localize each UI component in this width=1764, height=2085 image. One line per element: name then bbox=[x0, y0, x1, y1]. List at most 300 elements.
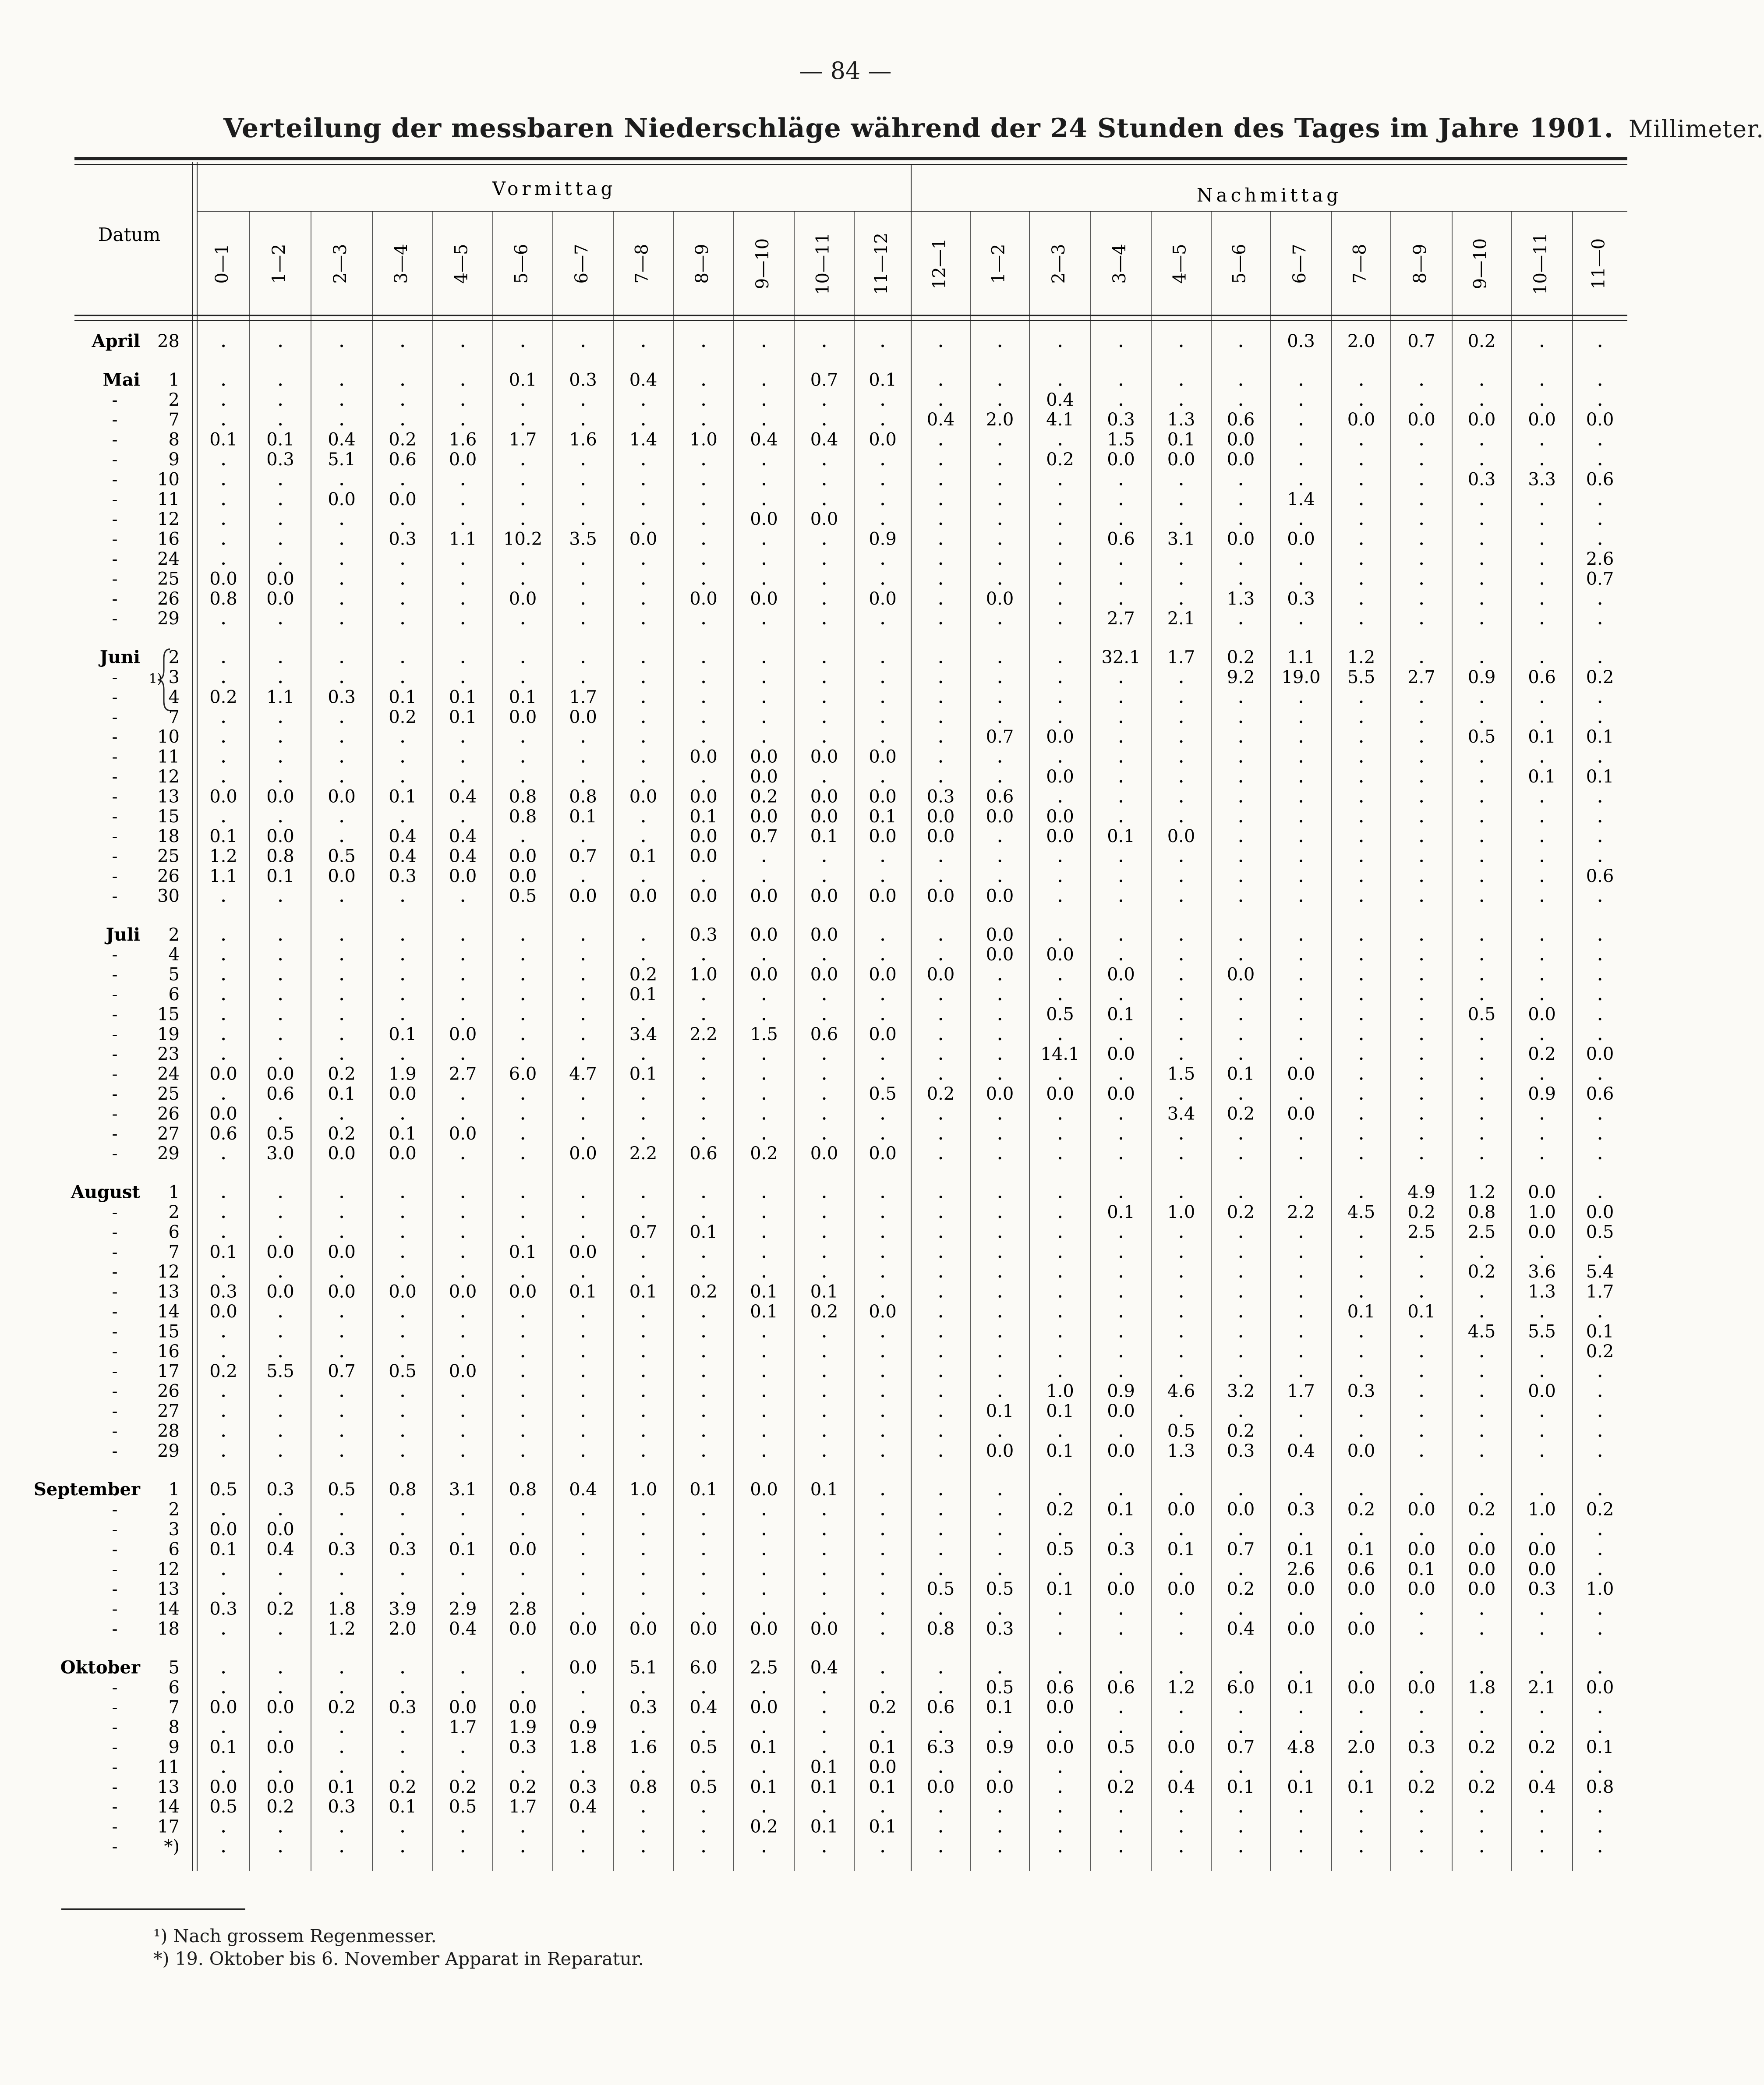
cell-value: . bbox=[1538, 1140, 1545, 1165]
cell-value: . bbox=[1358, 764, 1365, 787]
cell-value: . bbox=[1538, 1694, 1545, 1718]
cell-value: . bbox=[580, 1398, 587, 1422]
cell-value: 0.0 bbox=[569, 707, 597, 727]
cell-value: . bbox=[640, 743, 647, 768]
cell-value: . bbox=[338, 1654, 345, 1678]
cell-value: . bbox=[1478, 1061, 1485, 1085]
cell-value: . bbox=[997, 863, 1003, 887]
cell-value: . bbox=[220, 942, 227, 966]
cell-value: 0.6 bbox=[1347, 1559, 1375, 1579]
cell-value: . bbox=[937, 585, 944, 609]
cell-value: . bbox=[1178, 1219, 1184, 1243]
cell-value: . bbox=[1237, 506, 1244, 530]
day-label: 15 bbox=[157, 1321, 180, 1342]
cell-value: . bbox=[277, 1041, 284, 1065]
ditto-mark: - bbox=[112, 687, 118, 707]
cell-value: . bbox=[580, 1120, 587, 1144]
cell-value: . bbox=[700, 1239, 707, 1263]
cell-value: . bbox=[580, 1299, 587, 1322]
cell-value: . bbox=[700, 942, 707, 966]
cell-value: . bbox=[1057, 1358, 1064, 1382]
ditto-mark: - bbox=[112, 1540, 118, 1559]
cell-value: . bbox=[399, 1378, 406, 1402]
cell-value: 32.1 bbox=[1101, 647, 1141, 668]
cell-value: . bbox=[1178, 1794, 1184, 1818]
cell-value: . bbox=[937, 486, 944, 510]
cell-value: . bbox=[1358, 961, 1365, 985]
day-label: 6 bbox=[168, 984, 180, 1005]
cell-value: . bbox=[821, 1437, 827, 1462]
day-label: 11 bbox=[157, 1757, 180, 1777]
cell-value: . bbox=[640, 823, 647, 847]
cell-value: 0.2 bbox=[1227, 1202, 1255, 1222]
cell-value: . bbox=[937, 921, 944, 945]
cell-value: . bbox=[760, 466, 767, 490]
cell-value: . bbox=[1358, 506, 1365, 530]
cell-value: . bbox=[338, 1813, 345, 1837]
cell-value: . bbox=[760, 1536, 767, 1560]
cell-value: . bbox=[700, 684, 707, 708]
cell-value: . bbox=[1538, 921, 1545, 945]
cell-value: . bbox=[220, 664, 227, 688]
cell-value: . bbox=[1597, 803, 1603, 827]
cell-value: 0.2 bbox=[1586, 1341, 1614, 1362]
cell-value: . bbox=[1478, 1714, 1485, 1738]
ditto-mark: - bbox=[112, 1084, 118, 1104]
cell-value: 0.0 bbox=[1107, 450, 1135, 470]
cell-value: . bbox=[220, 526, 227, 550]
cell-value: 0.0 bbox=[810, 886, 838, 906]
cell-value: 0.2 bbox=[1407, 1202, 1435, 1222]
cell-value: 4.5 bbox=[1347, 1202, 1375, 1222]
cell-value: 0.5 bbox=[869, 1084, 897, 1104]
cell-value: . bbox=[580, 664, 587, 688]
cell-value: . bbox=[399, 1299, 406, 1322]
cell-value: . bbox=[879, 1398, 886, 1422]
cell-value: . bbox=[277, 981, 284, 1005]
cell-value: 2.7 bbox=[1407, 667, 1435, 687]
cell-value: . bbox=[997, 1813, 1003, 1837]
day-label: 24 bbox=[157, 549, 180, 569]
hour-header: 4—5 bbox=[1170, 244, 1190, 284]
cell-value: 0.1 bbox=[509, 1242, 537, 1262]
cell-value: . bbox=[520, 664, 526, 688]
cell-value: . bbox=[821, 1674, 827, 1698]
cell-value: . bbox=[700, 1318, 707, 1342]
cell-value: . bbox=[1178, 724, 1184, 748]
cell-value: . bbox=[640, 1714, 647, 1738]
cell-value: . bbox=[580, 1001, 587, 1025]
day-label: 8 bbox=[168, 1717, 180, 1738]
cell-value: . bbox=[460, 664, 466, 688]
cell-value: . bbox=[399, 664, 406, 688]
cell-value: . bbox=[520, 1120, 526, 1144]
cell-value: . bbox=[520, 1199, 526, 1223]
cell-value: . bbox=[1057, 961, 1064, 985]
cell-value: . bbox=[460, 407, 466, 431]
ditto-mark: - bbox=[112, 886, 118, 906]
cell-value: . bbox=[937, 1278, 944, 1303]
cell-value: . bbox=[937, 704, 944, 728]
cell-value: . bbox=[1538, 863, 1545, 887]
cell-value: . bbox=[1597, 743, 1603, 768]
cell-value: . bbox=[338, 1338, 345, 1362]
cell-value: . bbox=[640, 1378, 647, 1402]
cell-value: 0.0 bbox=[750, 588, 778, 609]
cell-value: . bbox=[1117, 1338, 1124, 1362]
cell-value: 0.5 bbox=[1467, 727, 1496, 747]
cell-value: 0.1 bbox=[266, 866, 294, 886]
cell-value: . bbox=[997, 1556, 1003, 1580]
month-label: Oktober bbox=[60, 1657, 140, 1678]
cell-value: . bbox=[760, 1061, 767, 1085]
cell-value: . bbox=[1418, 466, 1425, 490]
cell-value: . bbox=[580, 1834, 587, 1857]
cell-value: . bbox=[879, 1278, 886, 1303]
cell-value: . bbox=[1237, 1219, 1244, 1243]
cell-value: 1.8 bbox=[328, 1599, 356, 1619]
day-label: 3 bbox=[168, 667, 180, 687]
cell-value: . bbox=[937, 1001, 944, 1025]
cell-value: . bbox=[937, 981, 944, 1005]
cell-value: . bbox=[1538, 843, 1545, 867]
cell-value: . bbox=[760, 605, 767, 630]
cell-value: . bbox=[1237, 883, 1244, 907]
cell-value: . bbox=[1117, 1259, 1124, 1283]
cell-value: 0.4 bbox=[449, 826, 477, 847]
ditto-mark: - bbox=[112, 1559, 118, 1579]
cell-value: 0.5 bbox=[1046, 1539, 1074, 1560]
cell-value: . bbox=[460, 1813, 466, 1837]
cell-value: . bbox=[1178, 466, 1184, 490]
cell-value: . bbox=[520, 764, 526, 787]
cell-value: . bbox=[1117, 1418, 1124, 1442]
cell-value: 2.7 bbox=[449, 1064, 477, 1084]
cell-value: . bbox=[1597, 1358, 1603, 1382]
cell-value: . bbox=[1117, 783, 1124, 807]
cell-value: . bbox=[277, 664, 284, 688]
cell-value: . bbox=[1117, 1120, 1124, 1144]
day-label: 9 bbox=[168, 1737, 180, 1757]
cell-value: . bbox=[760, 486, 767, 510]
cell-value: . bbox=[1178, 1834, 1184, 1857]
cell-value: . bbox=[997, 1219, 1003, 1243]
cell-value: . bbox=[277, 486, 284, 510]
cell-value: 0.8 bbox=[389, 1480, 417, 1500]
cell-value: . bbox=[338, 1714, 345, 1738]
day-label: 11 bbox=[157, 489, 180, 510]
cell-value: . bbox=[879, 1476, 886, 1501]
cell-value: . bbox=[1057, 644, 1064, 668]
cell-value: . bbox=[879, 1834, 886, 1857]
cell-value: 10.2 bbox=[503, 529, 543, 549]
cell-value: . bbox=[1297, 823, 1304, 847]
cell-value: . bbox=[1237, 1516, 1244, 1540]
cell-value: . bbox=[1297, 1476, 1304, 1501]
cell-value: . bbox=[338, 764, 345, 787]
cell-value: . bbox=[1478, 1101, 1485, 1125]
cell-value: 0.2 bbox=[1467, 1737, 1496, 1757]
cell-value: . bbox=[937, 546, 944, 570]
cell-value: . bbox=[277, 1299, 284, 1322]
cell-value: . bbox=[760, 1239, 767, 1263]
cell-value: . bbox=[399, 1576, 406, 1600]
cell-value: . bbox=[1178, 1654, 1184, 1678]
cell-value: . bbox=[220, 961, 227, 985]
cell-value: . bbox=[997, 704, 1003, 728]
cell-value: . bbox=[821, 1596, 827, 1620]
cell-value: . bbox=[1418, 1654, 1425, 1678]
cell-value: . bbox=[760, 328, 767, 352]
cell-value: 0.0 bbox=[509, 846, 537, 867]
cell-value: . bbox=[1057, 1794, 1064, 1818]
cell-value: . bbox=[1538, 1516, 1545, 1540]
cell-value: 1.0 bbox=[1528, 1202, 1556, 1222]
cell-value: . bbox=[1297, 783, 1304, 807]
cell-value: 5.1 bbox=[328, 450, 356, 470]
cell-value: 0.0 bbox=[1528, 1381, 1556, 1402]
cell-value: . bbox=[760, 1714, 767, 1738]
cell-value: . bbox=[520, 961, 526, 985]
cell-value: . bbox=[220, 1259, 227, 1283]
cell-value: . bbox=[1117, 921, 1124, 945]
cell-value: . bbox=[879, 724, 886, 748]
cell-value: . bbox=[821, 1714, 827, 1738]
hour-header: 2—3 bbox=[1049, 244, 1069, 284]
cell-value: 2.5 bbox=[750, 1657, 778, 1678]
cell-value: . bbox=[580, 1318, 587, 1342]
ditto-mark: - bbox=[112, 569, 118, 589]
day-label: 16 bbox=[157, 529, 180, 549]
cell-value: 0.3 bbox=[266, 450, 294, 470]
cell-value: 0.0 bbox=[1046, 945, 1074, 965]
day-label: 15 bbox=[157, 806, 180, 827]
ditto-mark: - bbox=[112, 767, 118, 786]
cell-value: . bbox=[640, 1398, 647, 1422]
cell-value: . bbox=[399, 585, 406, 609]
cell-value: . bbox=[997, 1516, 1003, 1540]
cell-value: 0.0 bbox=[1107, 1441, 1135, 1461]
cell-value: 0.1 bbox=[209, 429, 237, 450]
cell-value: . bbox=[640, 1259, 647, 1283]
cell-value: . bbox=[821, 1001, 827, 1025]
cell-value: . bbox=[1057, 566, 1064, 590]
cell-value: . bbox=[277, 526, 284, 550]
cell-value: . bbox=[1478, 1120, 1485, 1144]
cell-value: . bbox=[1358, 743, 1365, 768]
day-label: 10 bbox=[157, 727, 180, 747]
cell-value: . bbox=[937, 1418, 944, 1442]
cell-value: . bbox=[580, 1516, 587, 1540]
cell-value: 1.6 bbox=[569, 429, 597, 450]
cell-value: . bbox=[1597, 1714, 1603, 1738]
cell-value: . bbox=[1358, 1338, 1365, 1362]
cell-value: . bbox=[220, 1437, 227, 1462]
cell-value: . bbox=[1597, 843, 1603, 867]
cell-value: . bbox=[760, 704, 767, 728]
cell-value: . bbox=[399, 328, 406, 352]
cell-value: 2.0 bbox=[389, 1619, 417, 1639]
day-label: 6 bbox=[168, 1677, 180, 1698]
cell-value: . bbox=[640, 684, 647, 708]
cell-value: . bbox=[1057, 1101, 1064, 1125]
day-label: 15 bbox=[157, 1004, 180, 1025]
cell-value: 0.0 bbox=[328, 489, 356, 510]
cell-value: . bbox=[520, 1437, 526, 1462]
cell-value: . bbox=[760, 526, 767, 550]
cell-value: . bbox=[580, 1101, 587, 1125]
cell-value: . bbox=[1057, 426, 1064, 450]
ditto-mark: - bbox=[112, 1837, 118, 1856]
cell-value: . bbox=[760, 724, 767, 748]
cell-value: 0.3 bbox=[509, 1737, 537, 1757]
cell-value: . bbox=[1297, 1714, 1304, 1738]
cell-value: . bbox=[1478, 843, 1485, 867]
cell-value: . bbox=[937, 1754, 944, 1778]
cell-value: . bbox=[277, 1378, 284, 1402]
cell-value: . bbox=[1418, 724, 1425, 748]
cell-value: . bbox=[520, 1041, 526, 1065]
cell-value: 0.1 bbox=[986, 1697, 1014, 1718]
cell-value: . bbox=[997, 328, 1003, 352]
cell-value: 0.6 bbox=[1586, 866, 1614, 886]
cell-value: . bbox=[1057, 1773, 1064, 1798]
cell-value: . bbox=[1117, 546, 1124, 570]
cell-value: . bbox=[760, 1318, 767, 1342]
cell-value: . bbox=[460, 724, 466, 748]
cell-value: . bbox=[1057, 664, 1064, 688]
cell-value: . bbox=[399, 1179, 406, 1203]
cell-value: . bbox=[338, 1299, 345, 1322]
cell-value: 0.0 bbox=[810, 1143, 838, 1164]
cell-value: . bbox=[460, 1378, 466, 1402]
cell-value: . bbox=[1117, 883, 1124, 907]
cell-value: . bbox=[1358, 1418, 1365, 1442]
cell-value: . bbox=[520, 1299, 526, 1322]
cell-value: . bbox=[1178, 1813, 1184, 1837]
cell-value: . bbox=[1057, 883, 1064, 907]
day-label: 6 bbox=[168, 1539, 180, 1560]
cell-value: 0.0 bbox=[266, 1064, 294, 1084]
day-label: 19 bbox=[157, 1024, 180, 1044]
cell-value: . bbox=[580, 1338, 587, 1362]
cell-value: 0.3 bbox=[689, 924, 718, 945]
ditto-mark: - bbox=[112, 1124, 118, 1143]
cell-value: . bbox=[879, 1516, 886, 1540]
cell-value: . bbox=[1538, 585, 1545, 609]
cell-value: . bbox=[338, 1219, 345, 1243]
day-label: 2 bbox=[168, 389, 180, 410]
cell-value: . bbox=[1057, 1654, 1064, 1678]
cell-value: 0.0 bbox=[689, 1619, 718, 1639]
cell-value: 1.7 bbox=[449, 1717, 477, 1738]
cell-value: . bbox=[640, 1576, 647, 1600]
cell-value: 0.0 bbox=[1528, 1004, 1556, 1025]
cell-value: 0.3 bbox=[1467, 469, 1496, 490]
day-label: 3 bbox=[168, 1519, 180, 1540]
cell-value: 0.0 bbox=[569, 1242, 597, 1262]
hour-header: 1—2 bbox=[269, 244, 289, 284]
day-label: 27 bbox=[157, 1123, 180, 1144]
cell-value: 0.3 bbox=[569, 370, 597, 390]
cell-value: . bbox=[821, 1061, 827, 1085]
cell-value: . bbox=[399, 803, 406, 827]
cell-value: 0.1 bbox=[810, 826, 838, 847]
cell-value: . bbox=[1418, 1596, 1425, 1620]
cell-value: . bbox=[937, 367, 944, 391]
cell-value: . bbox=[1057, 1140, 1064, 1165]
cell-value: . bbox=[580, 566, 587, 590]
cell-value: . bbox=[700, 1398, 707, 1422]
cell-value: . bbox=[937, 1101, 944, 1125]
cell-value: . bbox=[700, 1813, 707, 1837]
cell-value: . bbox=[1538, 783, 1545, 807]
cell-value: . bbox=[1057, 1199, 1064, 1223]
cell-value: 0.0 bbox=[869, 1302, 897, 1322]
cell-value: . bbox=[937, 426, 944, 450]
cell-value: 0.2 bbox=[389, 707, 417, 727]
cell-value: . bbox=[1358, 1120, 1365, 1144]
cell-value: . bbox=[1237, 942, 1244, 966]
cell-value: . bbox=[1478, 1398, 1485, 1422]
cell-value: 0.1 bbox=[1107, 826, 1135, 847]
cell-value: . bbox=[580, 506, 587, 530]
cell-value: 0.1 bbox=[1407, 1559, 1435, 1579]
cell-value: . bbox=[1597, 1556, 1603, 1580]
cell-value: . bbox=[997, 1358, 1003, 1382]
cell-value: . bbox=[520, 1516, 526, 1540]
cell-value: 0.0 bbox=[750, 924, 778, 945]
cell-value: 0.0 bbox=[869, 786, 897, 807]
cell-value: . bbox=[640, 1437, 647, 1462]
cell-value: . bbox=[1297, 1259, 1304, 1283]
cell-value: 0.3 bbox=[1528, 1579, 1556, 1600]
cell-value: 0.0 bbox=[1467, 1559, 1496, 1579]
cell-value: . bbox=[1178, 803, 1184, 827]
cell-value: . bbox=[460, 942, 466, 966]
cell-value: . bbox=[1178, 1556, 1184, 1580]
cell-value: 0.0 bbox=[750, 1480, 778, 1500]
cell-value: 0.1 bbox=[689, 1480, 718, 1500]
cell-value: . bbox=[1057, 1476, 1064, 1501]
cell-value: 0.0 bbox=[750, 747, 778, 767]
cell-value: 1.4 bbox=[1287, 489, 1315, 510]
cell-value: . bbox=[937, 863, 944, 887]
cell-value: . bbox=[879, 1654, 886, 1678]
cell-value: . bbox=[700, 546, 707, 570]
cell-value: . bbox=[1117, 1813, 1124, 1837]
cell-value: . bbox=[220, 386, 227, 411]
cell-value: . bbox=[460, 1654, 466, 1678]
cell-value: . bbox=[1117, 704, 1124, 728]
cell-value: . bbox=[1418, 1278, 1425, 1303]
cell-value: . bbox=[277, 1199, 284, 1223]
cell-value: . bbox=[580, 921, 587, 945]
cell-value: . bbox=[1358, 585, 1365, 609]
cell-value: 0.9 bbox=[1467, 667, 1496, 687]
cell-value: 0.0 bbox=[750, 806, 778, 827]
cell-value: . bbox=[580, 328, 587, 352]
cell-value: 0.9 bbox=[569, 1717, 597, 1738]
cell-value: . bbox=[220, 1754, 227, 1778]
cell-value: . bbox=[1057, 1061, 1064, 1085]
cell-value: . bbox=[937, 328, 944, 352]
cell-value: . bbox=[1358, 526, 1365, 550]
cell-value: . bbox=[580, 764, 587, 787]
cell-value: 1.3 bbox=[1528, 1281, 1556, 1302]
cell-value: . bbox=[937, 1199, 944, 1223]
cell-value: . bbox=[580, 942, 587, 966]
